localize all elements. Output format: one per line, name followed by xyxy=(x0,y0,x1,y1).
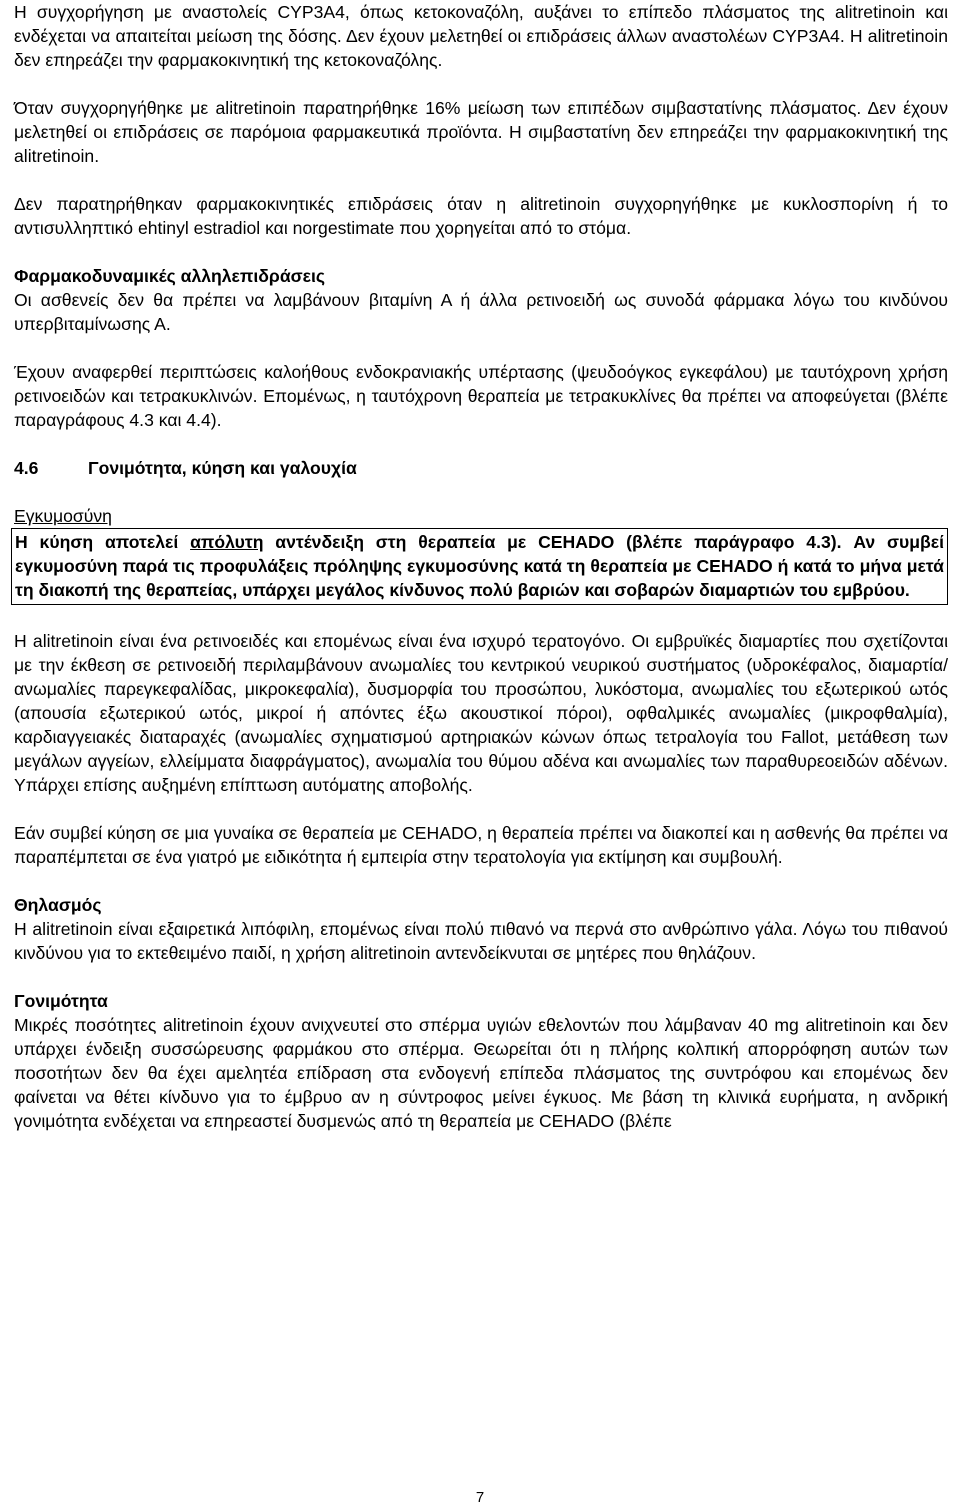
document-page xyxy=(14,0,948,1133)
paragraph-fertility: Μικρές ποσότητες alitretinoin έχουν ανιχνευτεί στο σπέρμα υγιών εθελοντών που λάμβαναν 40 mg alitretinoin και δεν υπάρχει ένδειξη συσσώρευσης φαρμάκου στο σπέρμα. Θεωρείται ότι η πλήρης κολπική απορρόφηση αυτών των ποσοτήτων δεν θα έχει αμελητέα επίδραση στα ενδογενή επίπεδα πλάσματος της συντρόφου και επομένως δεν φαίνεται να θέτει κίνδυνο για το έμβρυο αν η σύντροφος μείνει έγκυος. Με βάση τη κλινικά ευρήματα, η ανδρική γονιμότητα ενδέχεται να επηρεαστεί δυσμενώς από τη θεραπεία με CEHADO (βλέπε xyxy=(14,1015,948,1131)
paragraph-tetracyclines: Έχουν αναφερθεί περιπτώσεις καλοήθους ενδοκρανιακής υπέρτασης (ψευδοόγκος εγκεφάλου) με ταυτόχρονη χρήση ρετινοειδών και τετρακυκλινών. Επομένως, η ταυτόχρονη θεραπεία με τετρακυκλίνες θα πρέπει να αποφεύγεται (βλέπε παραγράφους 4.3 και 4.4). xyxy=(14,362,948,430)
paragraph-pregnancy-occurs: Εάν συμβεί κύηση σε μια γυναίκα σε θεραπεία με CEHADO, η θεραπεία πρέπει να διακοπεί και η ασθενής θα πρέπει να παραπέμπεται σε ένα γιατρό με ειδικότητα ή εμπειρία στην τερατολογία για εκτίμηση και συμβουλή. xyxy=(14,823,948,867)
warning-part-1: Η κύηση αποτελεί xyxy=(15,532,191,552)
paragraph-vitamin-a: Οι ασθενείς δεν θα πρέπει να λαμβάνουν βιταμίνη Α ή άλλα ρετινοειδή ως συνοδά φάρμακα λόγω του κινδύνου υπερβιταμίνωσης Α. xyxy=(14,290,948,334)
section-title: Γονιμότητα, κύηση και γαλουχία xyxy=(88,458,357,478)
lactation-heading: Θηλασμός xyxy=(14,895,102,915)
pregnancy-warning-text xyxy=(15,530,944,602)
paragraph-cyp3a4: Η συγχορήγηση με αναστολείς CYP3A4, όπως κετοκοναζόλη, αυξάνει το επίπεδο πλάσματος της alitretinoin και ενδέχεται να απαιτείται μείωση της δόσης. Δεν έχουν μελετηθεί οι επιδράσεις άλλων αναστολέων CYP3A4. Η alitretinoin δεν επηρεάζει την φαρμακοκινητική της κετοκοναζόλης. xyxy=(14,2,948,70)
warning-part-2: αντένδειξη στη θεραπεία με CEHADO (βλέπε παράγραφο 4.3). Αν συμβεί εγκυμοσύνη παρά τις προφυλάξεις πρόληψης εγκυμοσύνης κατά τη θεραπεία με CEHADO ή κατά το μήνα μετά τη διακοπή της θεραπείας, υπάρχει μεγάλος κίνδυνος πολύ βαριών και σοβαρών διαμαρτιών του εμβρύου. xyxy=(15,532,944,600)
paragraph-teratogen: Η alitretinoin είναι ένα ρετινοειδές και επομένως είναι ένα ισχυρό τερατογόνο. Οι εμβρυϊκές διαμαρτίες που σχετίζονται με την έκθεση σε ρετινοειδή περιλαμβάνουν ανωμαλίες του κεντρικού νευρικού συστήματος (υδροκέφαλος, διαμαρτία/ανωμαλίες παρεγκεφαλίδας, μικροκεφαλία), δυσμορφία του προσώπου, λυκόστομα, ανωμαλίες του εξωτερικού ωτός (απουσία εξωτερικού ωτός, μικροί ή απόντες έξω ακουστικοί πόροι), οφθαλμικές ανωμαλίες (μικροφθαλμία), καρδιαγγειακές διαταραχές (ανωμαλίες σχηματισμού αρτηριακών κώνων όπως τετραλογία του Fallot, μετάθεση των μεγάλων αγγείων, ελλείμματα διαφράγματος), ανωμαλία του θύμου αδένα και ανωμαλίες των παραθυρεοειδών αδένων. Υπάρχει επίσης αυξημένη επίπτωση αυτόματης αποβολής. xyxy=(14,631,948,795)
warning-absolute: απόλυτη xyxy=(190,532,264,552)
page-number: 7 xyxy=(475,1489,485,1506)
section-heading xyxy=(14,456,948,480)
paragraph-simvastatin: Όταν συγχορηγήθηκε με alitretinoin παρατηρήθηκε 16% μείωση των επιπέδων σιμβαστατίνης πλάσματος. Δεν έχουν μελετηθεί οι επιδράσεις σε παρόμοια φαρμακευτικά προϊόντα. Η σιμβαστατίνη δεν επηρεάζει την φαρμακοκινητική της alitretinoin. xyxy=(14,98,948,166)
fertility-heading: Γονιμότητα xyxy=(14,991,108,1011)
pharmacodynamic-heading: Φαρμακοδυναμικές αλληλεπιδράσεις xyxy=(14,266,326,286)
pregnancy-warning-box xyxy=(11,528,948,605)
section-number: 4.6 xyxy=(14,458,39,478)
paragraph-lactation: Η alitretinoin είναι εξαιρετικά λιπόφιλη, επομένως είναι πολύ πιθανό να περνά στο ανθρώπινο γάλα. Λόγω του πιθανού κινδύνου για το εκτεθειμένο παιδί, η χρήση alitretinoin αντενδείκνυται σε μητέρες που θηλάζουν. xyxy=(14,919,948,963)
pregnancy-heading: Εγκυμοσύνη xyxy=(14,506,112,526)
paragraph-ciclosporin: Δεν παρατηρήθηκαν φαρμακοκινητικές επιδράσεις όταν η alitretinoin συγχορηγήθηκε με κυκλοσπορίνη ή το αντισυλληπτικό ehtinyl estradiol και norgestimate που χορηγείται από το στόμα. xyxy=(14,194,948,238)
